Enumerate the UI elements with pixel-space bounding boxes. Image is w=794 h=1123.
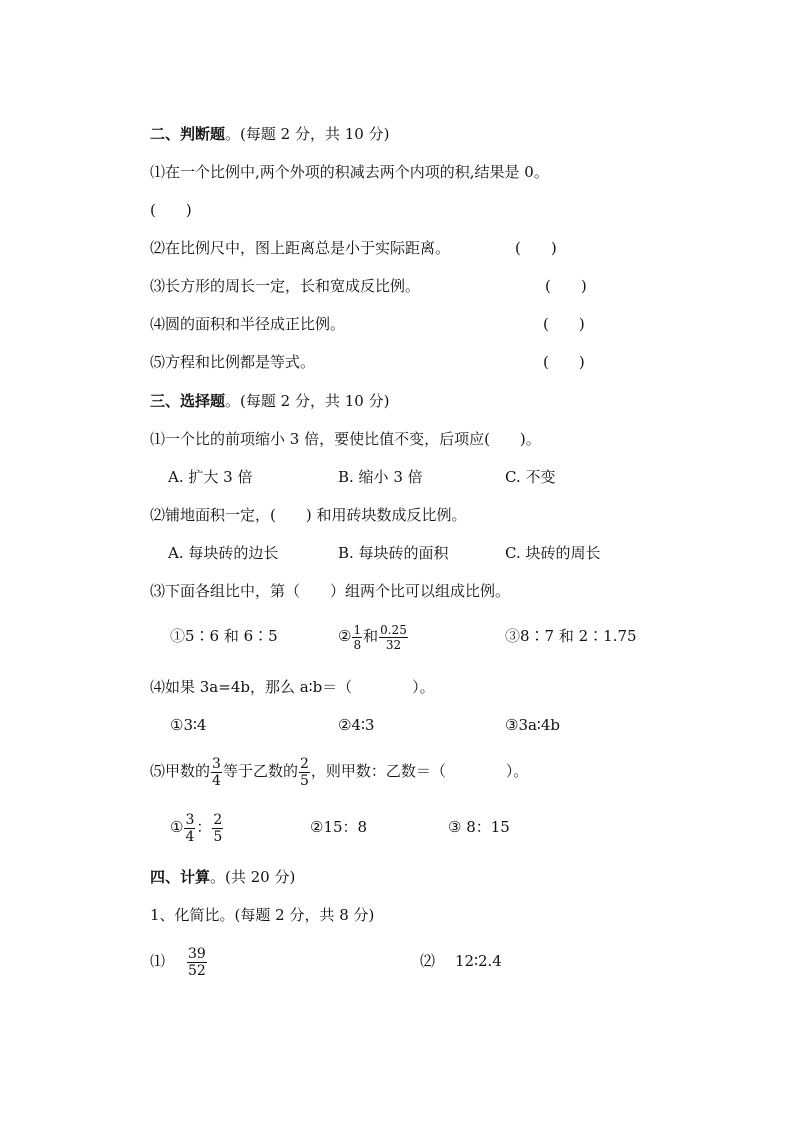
choice-q5-text [150, 752, 528, 790]
choice-q5-option-1-sep: ： [196, 818, 212, 836]
judge-item-3-text: ⑶长方形的周长一定，长和宽成反比例。 [150, 277, 421, 295]
fraction-denominator: 52 [188, 962, 206, 979]
choice-q3-option-2 [338, 617, 409, 655]
choice-q1-option-a: A. 扩大 3 倍 [168, 468, 253, 486]
section-2-heading [150, 124, 389, 144]
fraction-3-4 [211, 756, 222, 789]
choice-q5-option-1-prefix: ① [170, 818, 184, 836]
fraction-3-4 [184, 812, 195, 845]
section-2-note: 。(每题 2 分，共 10 分) [225, 125, 390, 143]
choice-q3-option-1: ①5∶6 和 6∶5 [170, 627, 278, 645]
fraction-numerator: 2 [299, 755, 309, 772]
fraction-numerator: 2 [213, 811, 223, 828]
choice-q2-option-a: A. 每块砖的边长 [168, 544, 279, 562]
choice-q5-prefix: ⑸甲数的 [150, 762, 211, 780]
fraction-numerator: 39 [188, 945, 206, 962]
judge-item-5-paren: ( ) [543, 353, 585, 371]
choice-q5-suffix: ，则甲数：乙数＝（ ）。 [310, 762, 529, 780]
fraction-denominator: 5 [213, 828, 223, 845]
judge-item-1-paren: ( ) [150, 201, 192, 219]
calc-p1-fraction-wrap [186, 941, 208, 981]
judge-item-2-text: ⑵在比例尺中，图上距离总是小于实际距离。 [150, 239, 451, 257]
fraction-denominator: 5 [299, 772, 309, 789]
fraction-denominator: 4 [185, 828, 195, 845]
fraction-denominator: 4 [212, 772, 221, 789]
fraction-2-5 [212, 812, 223, 845]
calc-p2-value: 12∶2.4 [455, 952, 502, 970]
choice-q1-option-c: C. 不变 [505, 468, 556, 486]
fraction-numerator: 1 [353, 622, 362, 637]
fraction-0-25-32 [379, 623, 408, 652]
judge-item-2-paren: ( ) [515, 239, 557, 257]
choice-q1-text: ⑴一个比的前项缩小 3 倍，要使比值不变，后项应( )。 [150, 430, 541, 448]
judge-item-5-text: ⑸方程和比例都是等式。 [150, 353, 316, 371]
judge-item-4-paren: ( ) [543, 315, 585, 333]
choice-q4-text: ⑷如果 3a=4b，那么 a∶b＝（ ）。 [150, 678, 435, 696]
fraction-numerator: 0.25 [380, 622, 407, 637]
judge-item-4-text: ⑷圆的面积和半径成正比例。 [150, 315, 346, 333]
fraction-denominator: 8 [353, 637, 362, 652]
choice-q4-option-3: ③3a∶4b [505, 716, 560, 734]
judge-item-3-paren: ( ) [545, 277, 587, 295]
calc-p1-label: ⑴ [150, 952, 166, 970]
choice-q2-text: ⑵铺地面积一定，( ) 和用砖块数成反比例。 [150, 506, 467, 524]
choice-q2-option-c: C. 块砖的周长 [505, 544, 601, 562]
fraction-1-8 [352, 623, 362, 652]
choice-q4-option-2: ②4∶3 [338, 716, 375, 734]
judge-item-1 [150, 162, 549, 182]
choice-q5-option-1 [170, 808, 224, 846]
judge-item-1-text: ⑴在一个比例中,两个外项的积减去两个内项的积,结果是 0。 [150, 163, 549, 181]
fraction-denominator: 32 [385, 637, 402, 652]
section-4-note: 。(共 20 分) [210, 868, 296, 886]
choice-q4-option-1: ①3∶4 [170, 716, 207, 734]
calc-p2-label: ⑵ [420, 952, 436, 970]
section-3-title: 三、选择题 [150, 392, 226, 410]
choice-q1-option-b: B. 缩小 3 倍 [338, 468, 423, 486]
choice-q5-option-2: ②15：8 [310, 818, 368, 836]
choice-q5-option-3: ③ 8：15 [448, 818, 510, 836]
fraction-2-5 [299, 756, 310, 789]
fraction-numerator: 3 [185, 811, 195, 828]
choice-q3-option-2-prefix: ② [338, 627, 352, 645]
calc-sub-1-title: 1、化简比。(每题 2 分，共 8 分) [150, 906, 375, 924]
choice-q3-option-2-mid: 和 [363, 627, 379, 645]
fraction-39-52 [187, 946, 207, 979]
choice-q3-option-3: ③8∶7 和 2∶1.75 [505, 627, 637, 645]
section-3-note: 。(每题 2 分，共 10 分) [225, 392, 390, 410]
choice-q5-mid: 等于乙数的 [222, 762, 298, 780]
section-4-heading [150, 867, 295, 887]
choice-q2-option-b: B. 每块砖的面积 [338, 544, 449, 562]
section-2-title: 二、判断题 [150, 125, 226, 143]
choice-q3-text: ⑶下面各组比中，第（ ）组两个比可以组成比例。 [150, 582, 511, 600]
section-4-title: 四、计算 [150, 868, 211, 886]
section-3-heading [150, 391, 389, 411]
fraction-numerator: 3 [212, 755, 221, 772]
